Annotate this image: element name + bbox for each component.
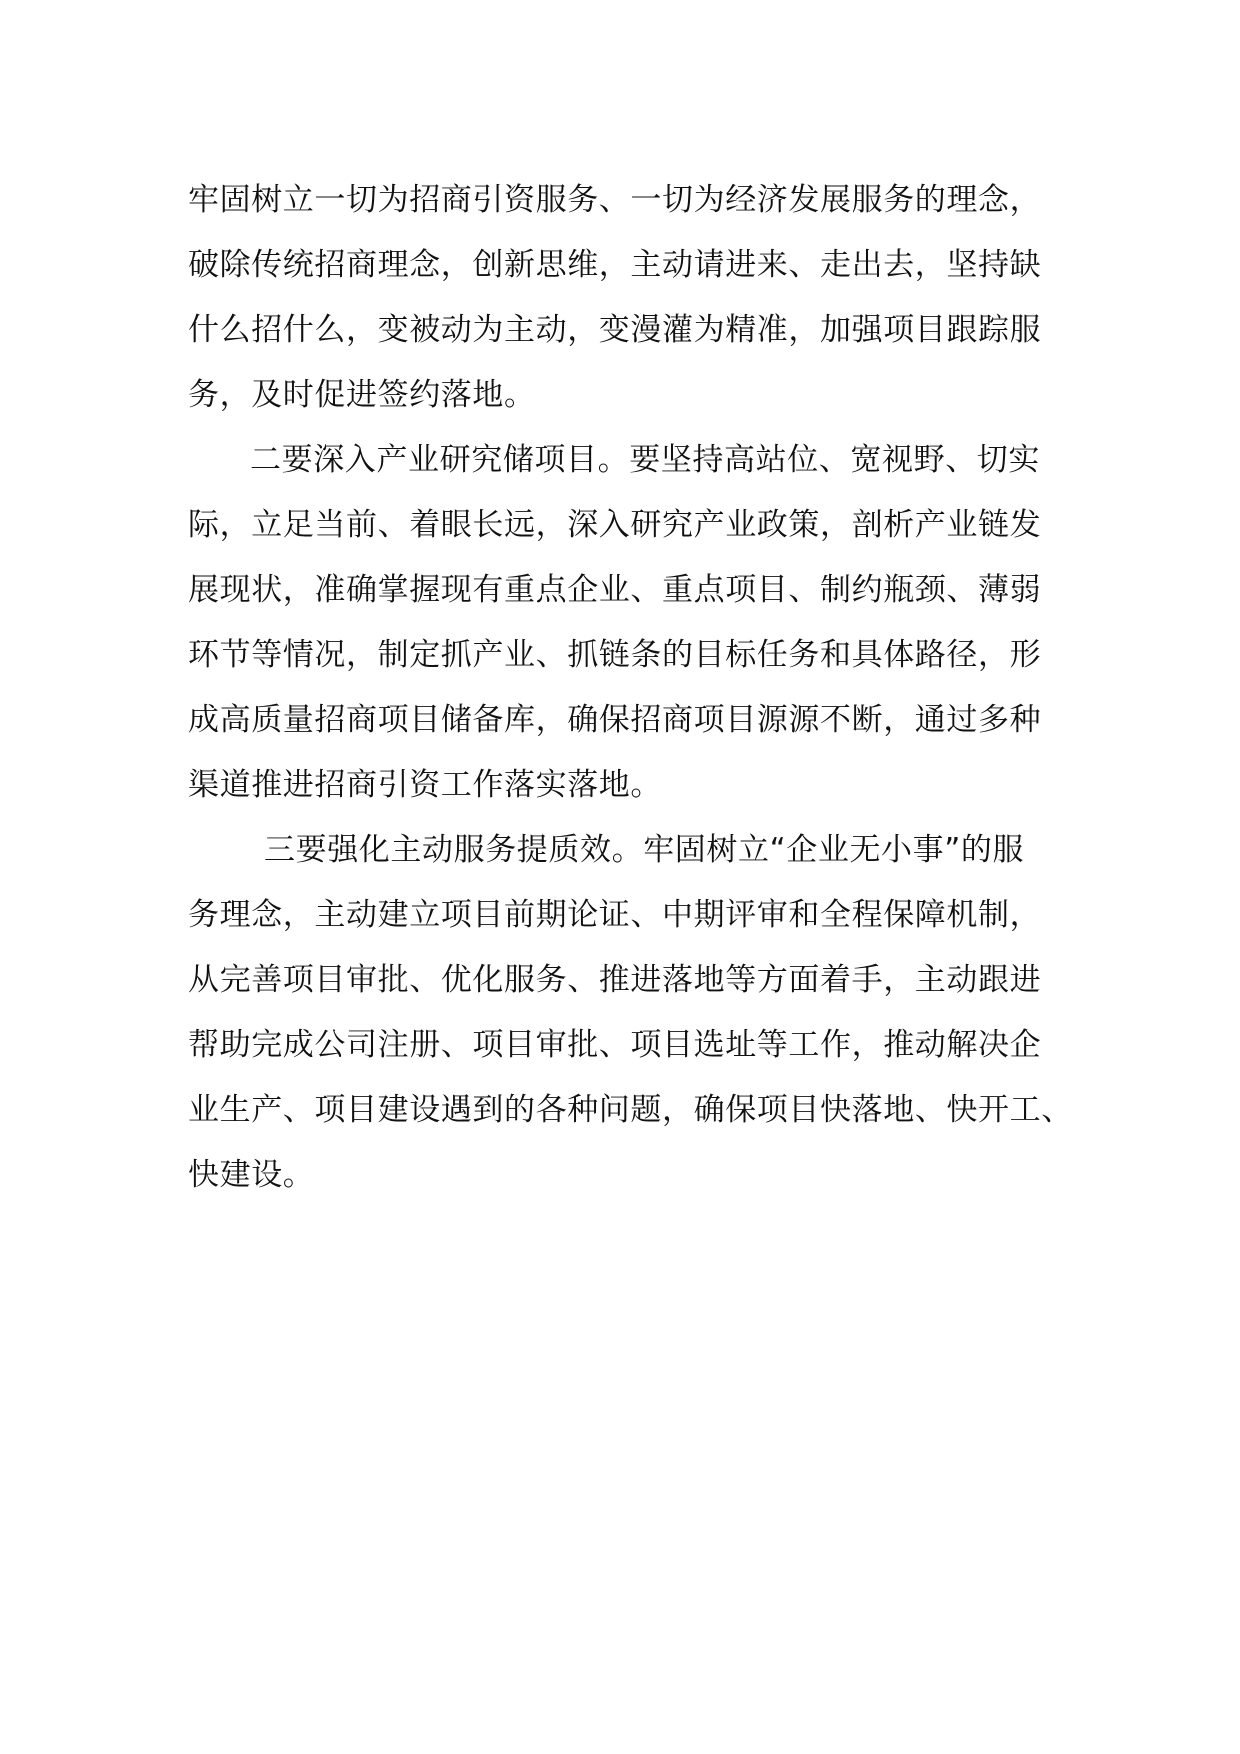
text-line: 渠道推进招商引资工作落实落地。 xyxy=(188,767,662,803)
text-line: 环节等情况，制定抓产业、抓链条的目标任务和具体路径，形 xyxy=(188,637,1042,673)
text-line: 从完善项目审批、优化服务、推进落地等方面着手，主动跟进 xyxy=(188,962,1042,998)
text-line: 牢固树立一切为招商引资服务、一切为经济发展服务的理念， xyxy=(188,182,1042,218)
paragraph-start-line: 二要深入产业研究储项目。要坚持高站位、宽视野、切实 xyxy=(250,442,1040,478)
text-line: 什么招什么，变被动为主动，变漫灌为精准，加强项目跟踪服 xyxy=(188,312,1042,348)
text-line: 务，及时促进签约落地。 xyxy=(188,377,536,413)
text-line: 成高质量招商项目储备库，确保招商项目源源不断，通过多种 xyxy=(188,702,1042,738)
text-line: 业生产、项目建设遇到的各种问题，确保项目快落地、快开工、 xyxy=(188,1092,1073,1128)
document-body xyxy=(188,168,1073,1208)
text-line: 帮助完成公司注册、项目审批、项目选址等工作，推动解决企 xyxy=(188,1027,1042,1063)
text-line: 际，立足当前、着眼长远，深入研究产业政策，剖析产业链发 xyxy=(188,507,1042,543)
paragraph-start-line: 三要强化主动服务提质效。牢固树立“企业无小事”的服 xyxy=(264,832,1025,868)
text-line: 务理念，主动建立项目前期论证、中期评审和全程保障机制， xyxy=(188,897,1042,933)
text-line: 快建设。 xyxy=(188,1157,315,1193)
text-line: 展现状，准确掌握现有重点企业、重点项目、制约瓶颈、薄弱 xyxy=(188,572,1042,608)
text-line: 破除传统招商理念，创新思维，主动请进来、走出去，坚持缺 xyxy=(188,247,1042,283)
